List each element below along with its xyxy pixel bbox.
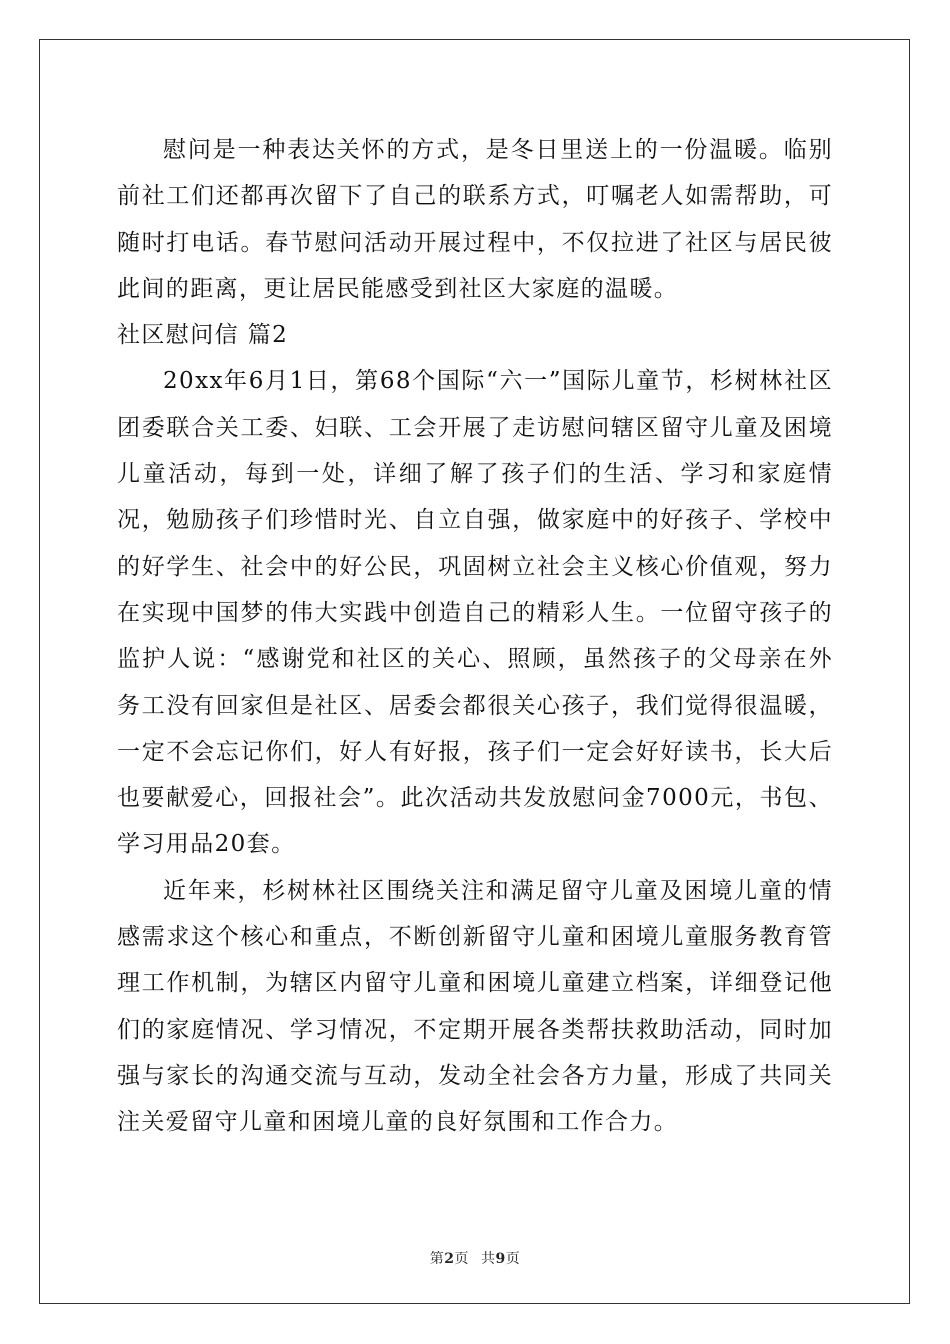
page-footer bbox=[0, 1248, 950, 1268]
paragraph-community-mechanism: 近年来，杉树林社区围绕关注和满足留守儿童及困境儿童的情感需求这个核心和重点，不断创新留守儿童和困境儿童服务教育管理工作机制，为辖区内留守儿童和困境儿童建立档案，详细登记他们的家庭情况、学习情况，不定期开展各类帮扶救助活动，同时加强与家长的沟通交流与互动，发动全社会各方力量，形成了共同关注关爱留守儿童和困境儿童的良好氛围和工作合力。 bbox=[117, 877, 833, 1136]
paragraph-childrens-day-visit: 20xx年6月1日，第68个国际“六一”国际儿童节，杉树林社区团委联合关工委、妇联、工会开展了走访慰问辖区留守儿童及困境儿童活动，每到一处，详细了解了孩子们的生活、学习和家庭情况，勉励孩子们珍惜时光、自立自强，做家庭中的好孩子、学校中的好学生、社会中的好公民，巩固树立社会主义核心价值观，努力在实现中国梦的伟大实践中创造自己的精彩人生。一位留守孩子的监护人说：“感谢党和社区的关心、照顾，虽然孩子的父母亲在外务工没有回家但是社区、居委会都很关心孩子，我们觉得很温暖，一定不会忘记你们，好人有好报，孩子们一定会好好读书，长大后也要献爱心，回报社会”。此次活动共发放慰问金7000元，书包、学习用品20套。 bbox=[117, 368, 833, 858]
paragraph-condolence-summary: 慰问是一种表达关怀的方式，是冬日里送上的一份温暖。临别前社工们还都再次留下了自己的联系方式，叮嘱老人如需帮助，可随时打电话。春节慰问活动开展过程中，不仅拉进了社区与居民彼此间的距离，更让居民能感受到社区大家庭的温暖。 bbox=[117, 137, 833, 302]
page-suffix: 页 bbox=[454, 1251, 469, 1267]
current-page-number: 2 bbox=[444, 1251, 455, 1267]
section-heading: 社区慰问信 篇2 bbox=[117, 322, 289, 349]
document-body bbox=[117, 127, 833, 1146]
page-prefix: 第 bbox=[429, 1251, 445, 1267]
total-prefix: 共 bbox=[481, 1251, 496, 1267]
total-page-number: 9 bbox=[495, 1251, 506, 1267]
total-suffix: 页 bbox=[505, 1251, 521, 1267]
